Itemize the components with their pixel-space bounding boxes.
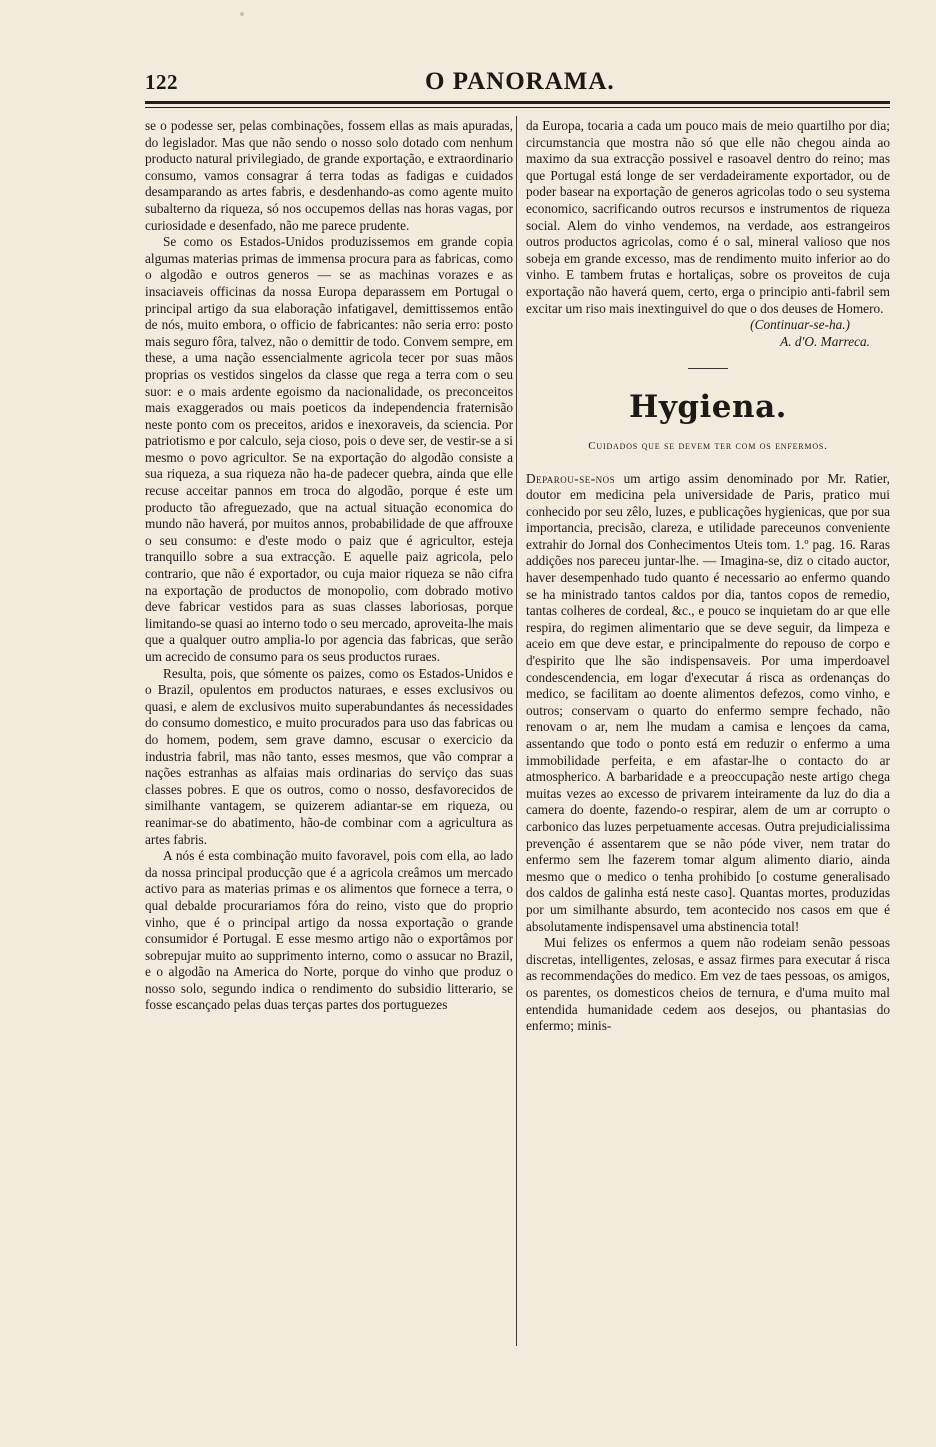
- page-number: 122: [145, 70, 178, 94]
- paragraph: Mui felizes os enfermos a quem não rodeiam senão pessoas discretas, intelligentes, zelosas, e assaz firmes para executar á risca as recommendações do medico. Em vez de taes pessoas, os amigos, os parentes, os domesticos cheios de ternura, e d'uma muito mal entendida humanidade cedem aos desejos, ou phantasias do enfermo; minis-: [526, 935, 890, 1034]
- paragraph: Se como os Estados-Unidos produzissemos em grande copia algumas materias primas de immensa procura para as fabricas, como o algodão e outros generos — se as machinas vorazes e as insaciaveis officinas da nossa Europa deparassem em Portugal o principal artigo da sua elaboração infatigavel, demittissemos então de nós, muito embora, o officio de fabricantes: não seria erro: posto mais seguro fôra, talvez, não o demittir de todo. Convem sempre, em these, a uma nação essencialmente agricola tecer por suas mãos proprias os vestidos singelos da classe que rega a terra com o seu suor: e o mais ardente egoismo da nacionalidade, os preconceitos mais exaggerados ou mais poeticos da independencia fraternisão neste ponto com os preceitos, aridos e inexoraveis, da sciencia. Por patriotismo e por calculo, seja cioso, pois o deve ser, de vestir-se a si mesmo o povo agricultor. Se na exportação do algodão consiste a sua riqueza, a sua riqueza não ha-de padecer quebra, ainda que elle recuse acceitar pannos em troca do algodão, porque é este um producto tão afreguezado, que na actual situação economica do mundo não haverá, por muitos annos, probabilidade de que affrouxe o seu consumo: e d'este modo o paiz que é agricultor, esteja tranquillo sobre a sua extracção. E aquelle paiz agricola, pelo contrario, que não é exportador, ou cuja maior riqueza se não cifra na exportação de productos de monopolio, com dobrado motivo deve fabricar vestidos para as suas classes laboriosas, porque limitando-se quasi ao interno todo o seu mercado, aproveita-lhe mais que a qualquer outro amplia-lo por agencia das fabricas, que serão um acrecido de consumo para os seus productos ruraes.: [145, 234, 513, 664]
- section-title: Hygiena.: [629, 389, 787, 426]
- paragraph-text: um artigo assim denominado por Mr. Ratier, doutor em medicina pela universidade de Paris, pratico mui conhecido por seu zêlo, luzes, e publicações hygienicas, que por sua importancia, precisão, clareza, e utilidade pareceunos conveniente extrahir do Jornal dos Conhecimentos Uteis tom. 1.º pag. 16. Raras addições nos pareceu juntar-lhe. — Imagina-se, diz o citado auctor, haver desempenhado tudo quanto é necessario ao enfermo quando se ha ministrado tantos caldos por dia, tantos copos de remedio, tantas colheres de cordeal, &c., e pouco se inquietam do ar que elle respira, do regimen alimentario que se deve seguir, da limpeza e aceio em que deve estar, e principalmente do repouso de corpo e d'espirito que lhe são indispensaveis. Por uma imperdoavel condescendencia, em logar d'executar á risca as ordenanças do medico, se facilitam ao doente alimentos defezos, como vinho, e outros; conservam o quarto do enfermo sempre fechado, não renovam o ar, nem lhe mudam a camisa e lençoes da cama, assentando que todo o ponto está em reduzir o enfermo a uma immobilidade perfeita, e em afastar-lhe o contacto do ar atmospherico. A barbaridade e a preoccupação neste artigo chega muitas vezes ao excesso de privarem inteiramente da luz do dia a camera do doente, fazendo-o respirar, alem de um ar corrupto o carbonico das luzes perpetuamente accesas. Outra prejudicialissima prevenção é assentarem que se não póde viver, nem tratar do enfermo sem lhe fazerem tomar algum alimento diario, ainda mesmo que o medico o tenha prohibido [o costume generalisado dos caldos de galinha está neste caso]. Quantas mortes, produzidas por um similhante absurdo, tem acontecido nos casos em que é absolutamente indispensavel uma abstinencia total!: [526, 470, 890, 934]
- journal-title: O PANORAMA.: [425, 68, 615, 95]
- paragraph: A nós é esta combinação muito favoravel, pois com ella, ao lado da nossa principal producção que é a agricola creâmos um mercado activo para as materias primas e os alimentos que fornece a terra, o qual debalde procurariamos fóra do reino, visto que do proprio vinho, que é o principal artigo da nossa exportação o grande consumidor é Portugal. E esse mesmo artigo não o exportâmos por sobrepujar muito ao supprimento interno, como o assucar no Brazil, e o algodão na America do Norte, porque do vinho que produz o nosso solo, segundo indica o rendimento do subsidio litterario, se fosse escançado pelas duas terças partes dos portuguezes: [145, 848, 513, 1013]
- left-column: [145, 118, 513, 1014]
- author-signature: A. d'O. Marreca.: [780, 333, 870, 349]
- continuation-note: (Continuar-se-ha.): [750, 317, 850, 333]
- column-divider: [516, 116, 517, 1346]
- paper-stain: [240, 12, 244, 16]
- header-rule-thick: [145, 101, 890, 104]
- paragraph: da Europa, tocaria a cada um pouco mais de meio quartilho por dia; circumstancia que mostra não só que elle não chegou ainda ao maximo da sua extracção possivel e rasoavel dentro do reino; mas que Portugal está longe de ser verdadeiramente exportador, ou de poder basear na exportação de generos agricolas todo o seu systema economico, sacrificando outros recursos e instrumentos de riqueza social. Alem do vinho vendemos, na verdade, aos estrangeiros outros productos agricolas, como é o sal, mineral valioso que nos sobeja em grande excesso, mas de rendimento muito inferior ao do vinho. E tambem frutas e hortaliças, sobre os proveitos de cuja exportação não haverá quem, certo, erga o principio anti-fabril sem excitar um riso mais inextinguivel do que o dos deuses de Homero.: [526, 118, 890, 316]
- header-rule-thin: [145, 107, 890, 108]
- right-column: [526, 118, 890, 1035]
- page-header: [145, 68, 890, 102]
- lead-word: Deparou-se-nos: [526, 470, 616, 486]
- section-subtitle: Cuidados que se devem ter com os enfermos.: [588, 439, 828, 452]
- paragraph: [526, 471, 890, 936]
- section-separator: [688, 368, 728, 369]
- paragraph: Resulta, pois, que sómente os paizes, como os Estados-Unidos e o Brazil, opulentos em productos naturaes, e esses exclusivos ou quasi, e alem de exclusivos muito superabundantes ás necessidades do consumo domestico, e muito procurados para uso das fabricas ou do homem, podem, sem grave damno, escusar o exercicio da industria fabril, mas não tanto, esses mesmos, que vão comprar a nações estranhas as alfaias mais ordinarias do serviço das suas classes pobres. E que os outros, como o nosso, desfavorecidos de similhante vantagem, se quizerem adiantar-se em riqueza, ou reanimar-se do abatimento, hão-de combinar com a agricultura as artes fabris.: [145, 665, 513, 847]
- paragraph: se o podesse ser, pelas combinações, fossem ellas as mais apuradas, do legislador. Mas que não sendo o nosso solo dotado com nenhum producto natural privilegiado, de grande exportação, e extraordinario consumo, vamos consagrar á terra todas as fadigas e cuidados desamparando as artes fabris, e desdenhando-as como agente muito subalterno da riqueza, só nos occupemos dellas nas horas vagas, por curiosidade e desenfado, não me parece prudente.: [145, 118, 513, 233]
